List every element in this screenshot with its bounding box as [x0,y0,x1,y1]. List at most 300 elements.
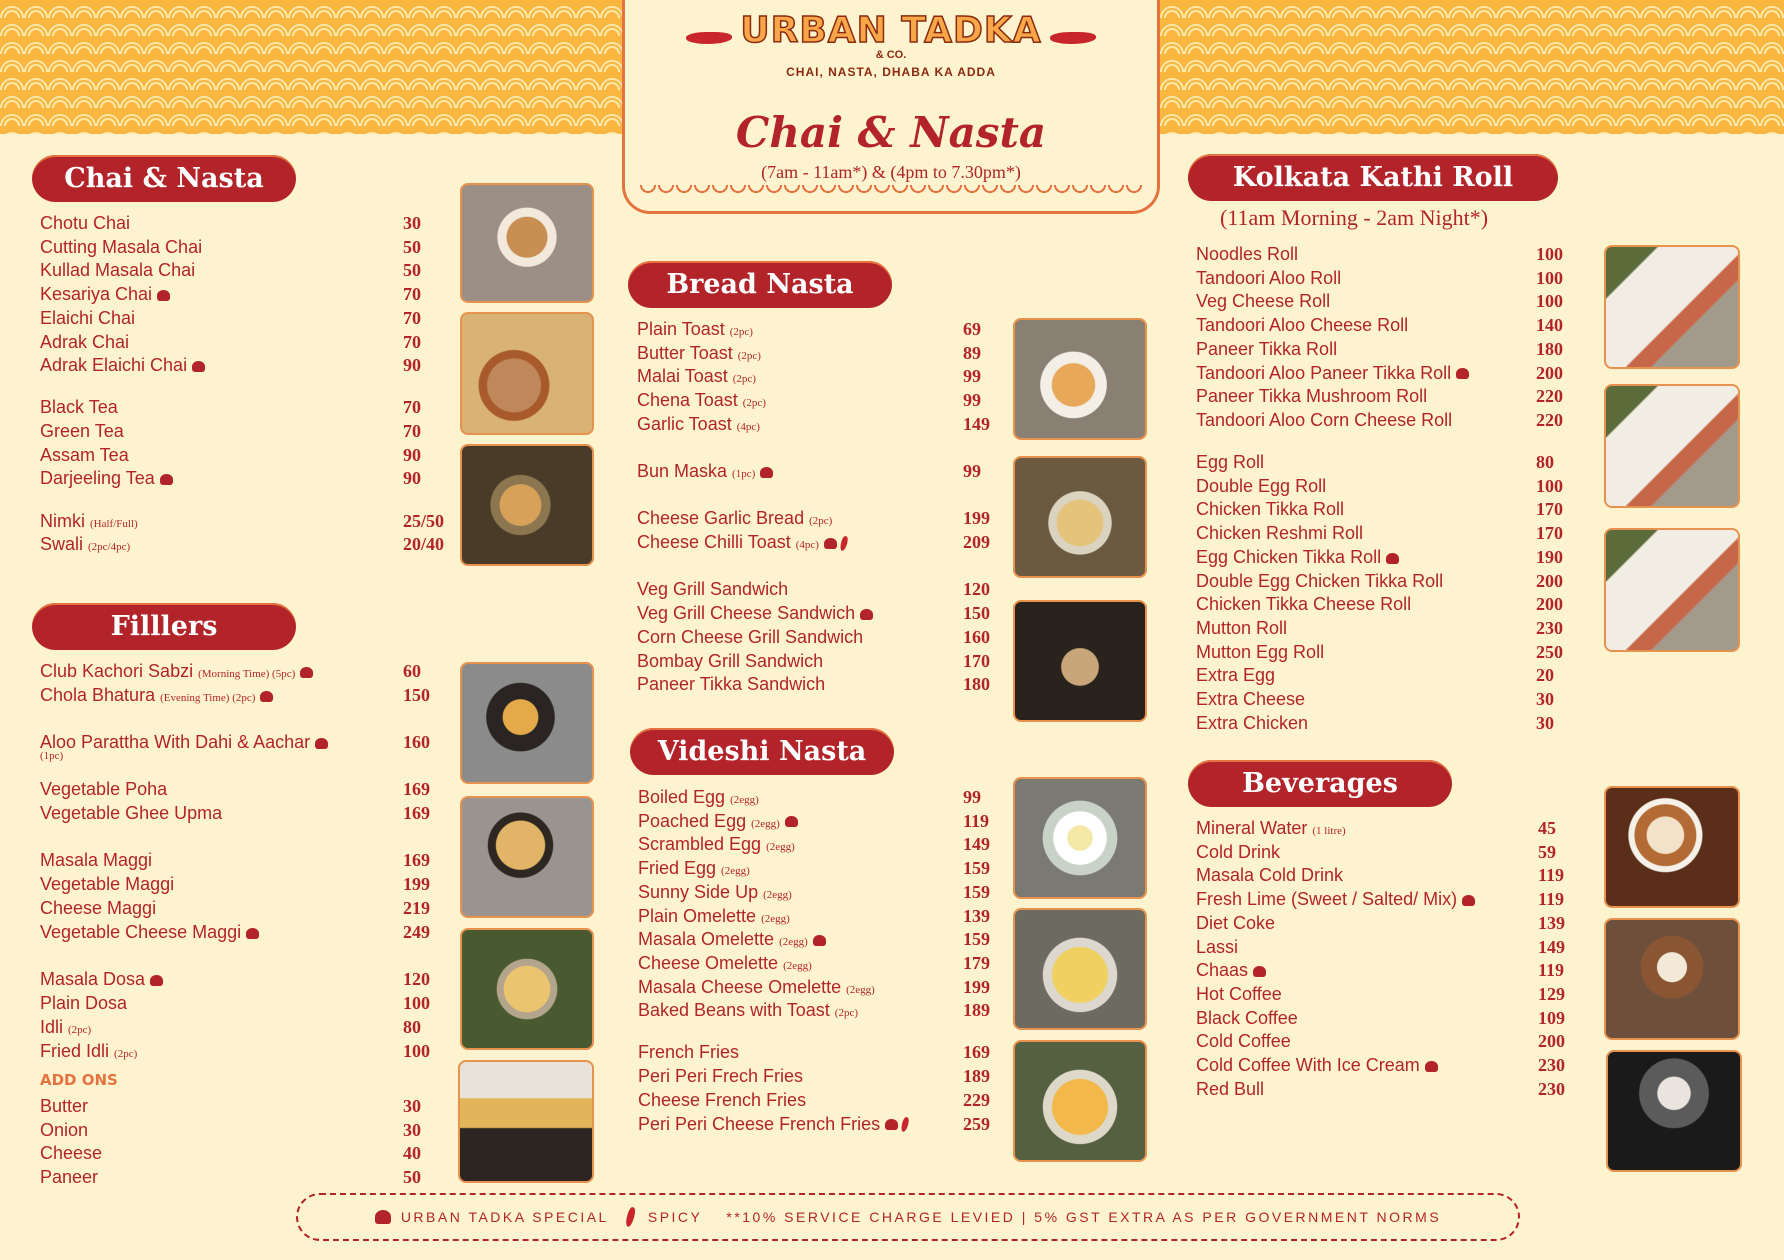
item-price: 250 [1536,641,1563,662]
item-name: Lassi [1196,936,1239,957]
item-note: (2egg) [751,817,780,830]
chili-logo-icon [1050,32,1096,44]
menu-item [638,1089,806,1112]
item-price: 70 [403,421,421,442]
brand-tagline: CHAI, NASTA, DHABA KA ADDA [786,65,996,79]
photo-kullad-chai [460,312,594,435]
menu-item [1196,451,1264,474]
item-name: Butter [40,1096,89,1116]
item-price: 149 [963,414,990,434]
item-price: 40 [403,1143,421,1164]
item-name: Chena Toast [637,390,738,410]
item-price: 230 [1536,617,1563,638]
item-name: Masala Dosa [40,969,146,989]
item-price: 220 [1536,409,1563,430]
menu-item [638,952,812,978]
item-name: Mutton Egg Roll [1196,641,1325,662]
menu-item [1196,817,1346,843]
item-price: 140 [1536,315,1563,336]
item-price: 30 [403,1096,421,1116]
menu-item [40,1095,88,1118]
menu-item [40,1166,98,1189]
item-name: Idli [40,1017,64,1037]
chef-hat-icon [1462,895,1475,906]
item-name: Double Egg Chicken Tikka Roll [1196,570,1444,591]
item-name: Tandoori Aloo Roll [1196,267,1342,288]
item-name: Elaichi Chai [40,307,136,328]
menu-timing: (7am - 11am*) & (4pm to 7.30pm*) [761,162,1021,182]
item-price: 100 [403,993,430,1013]
item-price: 69 [963,319,981,339]
menu-item [637,413,760,439]
menu-item [1196,912,1275,935]
item-name: Adrak Elaichi Chai [40,355,188,376]
chili-icon [900,1117,910,1133]
item-name: Paneer Tikka Mushroom Roll [1196,386,1428,407]
item-note: (2egg) [763,888,792,901]
menu-item [638,1065,803,1088]
item-price: 70 [403,307,421,328]
item-name: Darjeeling Tea [40,468,155,489]
item-price: 70 [403,397,421,418]
item-name: Paneer [40,1167,99,1188]
section-title-bread: Bread Nasta [628,261,892,308]
item-name: Paneer Tikka Sandwich [637,674,826,694]
item-price: 189 [963,1066,990,1087]
item-price: 80 [1536,452,1554,473]
menu-item [40,921,259,944]
item-name: Malai Toast [637,366,728,386]
item-price: 99 [963,787,981,807]
menu-item [1196,243,1298,266]
menu-item [1196,570,1443,593]
item-price: 199 [963,508,990,528]
item-name: Garlic Toast [637,414,732,434]
item-price: 25/50 [403,510,445,531]
item-price: 70 [403,284,421,305]
item-note: (2pc) [68,1024,92,1036]
item-name: Hot Coffee [1196,983,1282,1004]
chef-hat-icon [824,538,837,549]
menu-item [638,1041,739,1064]
item-note: (2pc/4pc) [88,541,131,554]
item-price: 170 [1536,523,1563,544]
item-note: (2egg) [766,841,795,854]
item-price: 30 [403,1119,421,1140]
item-name: Scrambled Egg [638,834,762,855]
chef-hat-icon [860,609,873,620]
item-name: Kesariya Chai [40,284,153,305]
menu-item [40,331,129,354]
item-name: Noodles Roll [1196,244,1299,264]
item-price: 160 [963,627,990,647]
item-name: French Fries [638,1042,740,1063]
item-name: Chola Bhatura [40,685,156,705]
item-name: Masala Cheese Omelette [638,976,842,997]
item-price: 179 [963,952,990,973]
item-price: 90 [403,468,421,489]
menu-item [637,389,766,415]
item-name: Bombay Grill Sandwich [637,651,824,671]
brand-co: & CO. [875,49,907,61]
menu-item [1196,841,1280,864]
menu-item [40,968,163,991]
photo-hot-coffee [1604,786,1740,908]
item-note: (2pc) [809,515,833,527]
menu-item [1196,1054,1438,1077]
item-name: Fresh Lime (Sweet / Salted/ Mix) [1196,889,1458,910]
section-title-videshi: Videshi Nasta [630,728,894,775]
item-price: 100 [1536,267,1563,288]
item-price: 100 [403,1041,430,1061]
item-price: 150 [403,685,430,705]
menu-item [638,881,792,907]
item-price: 60 [403,661,421,681]
item-name: Plain Dosa [40,993,128,1013]
item-name: Cold Coffee [1196,1031,1291,1052]
item-name: Swali [40,534,84,555]
brand-name: URBAN TADKA [740,10,1042,51]
photo-nimki-snack [460,444,594,566]
item-price: 70 [403,331,421,352]
item-price: 109 [1538,1007,1565,1028]
menu-item [1196,712,1308,735]
menu-item [637,460,773,486]
item-name: Black Coffee [1196,1007,1298,1028]
menu-item [1196,314,1408,337]
item-name: Tandoori Aloo Cheese Roll [1196,315,1409,336]
item-price: 230 [1538,1055,1565,1075]
item-price: 89 [963,343,981,363]
item-note: (2egg) [730,794,759,806]
item-name: Bun Maska [637,461,728,481]
legend-special: URBAN TADKA SPECIAL [400,1209,609,1225]
photo-roll-2 [1604,384,1740,508]
item-price: 230 [1538,1078,1565,1099]
item-note: (2egg) [761,912,790,925]
item-name: Poached Egg [638,810,747,831]
item-price: 169 [403,850,430,870]
item-price: 100 [1536,291,1563,312]
menu-item [40,510,138,536]
item-price: 99 [963,461,981,481]
menu-item [1196,641,1324,664]
menu-item [40,259,195,282]
menu-item [1196,475,1326,498]
menu-item [40,1016,91,1042]
item-price: 200 [1536,362,1563,383]
item-note: (Evening Time) (2pc) [160,692,256,704]
menu-item [40,467,173,490]
item-price: 20 [1536,665,1554,686]
item-name: Onion [40,1119,89,1140]
item-name: Adrak Chai [40,331,130,352]
item-name: Chotu Chai [40,213,131,233]
item-name: Vegetable Maggi [40,874,175,894]
item-price: 129 [1538,983,1565,1004]
item-name: Baked Beans with Toast [638,1000,830,1021]
item-price: 90 [403,355,421,376]
menu-item [40,802,222,825]
item-price: 90 [403,444,421,465]
item-price: 209 [963,532,990,552]
item-note: (2pc) [732,373,756,385]
item-name: Egg Chicken Tikka Roll [1196,546,1382,567]
item-price: 100 [1536,244,1563,264]
item-price: 159 [963,881,990,902]
photo-boiled-egg [1013,777,1147,899]
menu-item [1196,864,1343,887]
menu-item [1196,1078,1264,1101]
section-title-fillers: Filllers [32,603,296,650]
menu-item [1196,593,1411,616]
menu-item [638,786,759,812]
item-name: Cheese [40,1143,103,1164]
item-price: 30 [1536,712,1554,733]
chef-hat-icon [1425,1061,1438,1072]
chili-icon [624,1206,636,1227]
item-price: 220 [1536,386,1563,407]
item-price: 139 [963,905,990,926]
item-name: Cheese Chilli Toast [637,532,791,552]
menu-item [637,507,832,533]
item-name: Chicken Reshmi Roll [1196,523,1364,544]
item-name: Paneer Tikka Roll [1196,338,1338,359]
menu-item [637,365,756,391]
menu-item [1196,385,1427,408]
item-note: (2pc) [742,397,766,409]
item-name: Chaas [1196,960,1249,981]
item-name: Veg Grill Sandwich [637,579,789,599]
item-name: Cold Coffee With Ice Cream [1196,1055,1420,1075]
menu-item [40,212,130,235]
item-name: Peri Peri Cheese French Fries [638,1113,881,1134]
item-name: Club Kachori Sabzi [40,661,194,681]
menu-item [1196,290,1330,313]
item-name: Cold Drink [1196,841,1281,862]
item-name: Vegetable Cheese Maggi [40,922,242,942]
item-name: Chicken Tikka Roll [1196,499,1345,520]
chef-hat-icon [1386,553,1399,564]
item-name: Butter Toast [637,343,733,363]
item-name: Peri Peri Frech Fries [638,1066,804,1087]
scallop-border [639,185,1143,201]
item-price: 189 [963,1000,990,1021]
item-note: (2egg) [846,983,875,996]
item-price: 119 [963,810,990,831]
chili-icon [839,535,849,551]
menu-item [638,810,798,836]
item-price: 249 [403,922,430,942]
item-note: (1 litre) [1312,825,1346,837]
item-price: 159 [963,929,990,950]
menu-item [40,660,313,686]
photo-french-fries [1013,1040,1147,1162]
item-name: Aloo Parattha With Dahi & Aachar [40,732,311,752]
item-price: 80 [403,1017,421,1037]
decorative-pattern-left [0,0,624,134]
menu-item [1196,617,1287,640]
menu-item [40,992,127,1015]
item-price: 59 [1538,841,1556,862]
item-name: Cheese Garlic Bread [637,508,805,528]
item-name: Extra Cheese [1196,689,1306,710]
item-name: Mutton Roll [1196,617,1288,638]
chef-hat-icon [150,975,163,986]
chili-logo-icon [686,32,732,44]
item-price: 119 [1538,960,1565,981]
item-price: 150 [963,603,990,623]
menu-item [638,976,875,1002]
item-note: (2pc) [114,1048,138,1060]
item-name: Cheese Omelette [638,952,779,973]
addons-title: ADD ONS [40,1071,118,1089]
item-name: Red Bull [1196,1078,1265,1099]
photo-roll-1 [1604,245,1740,369]
chef-hat-icon [885,1119,898,1130]
item-name: Vegetable Poha [40,779,168,799]
item-note: (Morning Time) (5pc) [198,668,296,680]
item-price: 139 [1538,912,1565,933]
section-title-chai: Chai & Nasta [32,155,296,202]
item-price: 199 [963,976,990,997]
item-price: 50 [403,260,421,281]
menu-item [40,283,170,306]
chef-hat-icon [192,361,205,372]
item-note: (Half/Full) [90,517,138,530]
chef-hat-icon [375,1210,391,1224]
menu-item [40,849,152,872]
item-price: 20/40 [403,534,445,555]
item-price: 100 [1536,475,1563,496]
photo-kachori [460,662,594,784]
item-name: Cheese Maggi [40,898,157,918]
kathi-timing: (11am Morning - 2am Night*) [1220,205,1489,230]
item-price: 229 [963,1089,990,1110]
item-price: 200 [1536,594,1563,615]
photo-omelette [1013,908,1147,1030]
menu-item [40,1142,102,1165]
photo-maggi [460,928,594,1050]
item-price: 199 [403,874,430,894]
photo-sandwich [1013,600,1147,722]
item-note: (2egg) [779,936,808,949]
item-note: (2pc) [737,350,761,362]
menu-item [40,236,202,259]
menu-item [40,444,129,467]
menu-item [637,531,847,557]
item-name: Sunny Side Up [638,881,759,902]
item-note: (2pc) [834,1007,859,1020]
item-name: Tandoori Aloo Corn Cheese Roll [1196,409,1453,430]
item-price: 169 [403,779,430,799]
item-name: Kullad Masala Chai [40,260,196,281]
photo-lassi [1606,1050,1742,1172]
item-price: 120 [403,969,430,989]
menu-item [40,897,156,920]
menu-item [40,307,135,330]
menu-item [637,650,823,673]
item-price: 170 [1536,499,1563,520]
menu-item [1196,522,1363,545]
item-name: Fried Egg [638,858,717,879]
item-price: 200 [1538,1031,1565,1052]
menu-item [1196,688,1305,711]
menu-item [637,602,873,625]
item-note: (4pc) [795,539,819,551]
menu-title: Chai & Nasta [735,108,1047,157]
photo-cold-coffee [1604,918,1740,1040]
item-name: Extra Egg [1196,665,1276,686]
menu-item [40,396,118,419]
menu-item [40,684,273,710]
item-name: Nimki [40,510,85,531]
photo-dosa [458,1060,594,1183]
item-subnote: (1pc) [40,750,64,762]
section-title-kathi: Kolkata Kathi Roll [1188,154,1558,201]
menu-item [638,857,750,883]
item-name: Chicken Tikka Cheese Roll [1196,594,1412,615]
item-name: Plain Toast [637,319,725,339]
item-price: 50 [403,236,421,257]
menu-item [1196,888,1475,911]
item-price: 169 [403,803,430,823]
item-price: 259 [963,1113,990,1134]
item-price: 149 [963,834,990,855]
menu-item [40,533,130,559]
item-price: 30 [1536,689,1554,710]
menu-item [1196,1030,1291,1053]
item-name: Masala Maggi [40,850,153,870]
chef-hat-icon [785,816,798,827]
menu-item [1196,546,1399,569]
chef-hat-icon [813,935,826,946]
item-name: Green Tea [40,421,124,442]
item-price: 119 [1538,889,1565,910]
menu-item [1196,362,1469,385]
photo-roll-3 [1604,528,1740,652]
item-name: Cutting Masala Chai [40,236,203,257]
menu-item [638,1113,908,1136]
menu-item [1196,959,1266,982]
item-name: Boiled Egg [638,787,726,807]
menu-item [40,1119,88,1142]
item-price: 149 [1538,936,1565,957]
item-price: 120 [963,579,990,599]
item-name: Diet Coke [1196,912,1276,933]
chef-hat-icon [1253,966,1266,977]
chef-hat-icon [315,738,328,749]
item-price: 159 [963,858,990,879]
item-name: Plain Omelette [638,905,757,926]
item-name: Masala Omelette [638,929,775,950]
item-name: Mineral Water [1196,818,1308,838]
menu-item [1196,983,1282,1006]
item-price: 180 [963,674,990,694]
item-name: Cheese French Fries [638,1089,807,1110]
menu-item [637,578,788,601]
header-banner [622,0,1160,214]
menu-item [1196,267,1341,290]
photo-bun-maska [1013,318,1147,440]
chef-hat-icon [760,467,773,478]
chef-hat-icon [300,667,313,678]
item-name: Extra Chicken [1196,712,1309,733]
item-name: Vegetable Ghee Upma [40,803,223,823]
item-price: 200 [1536,570,1563,591]
chef-hat-icon [1456,368,1469,379]
menu-item [637,318,753,344]
